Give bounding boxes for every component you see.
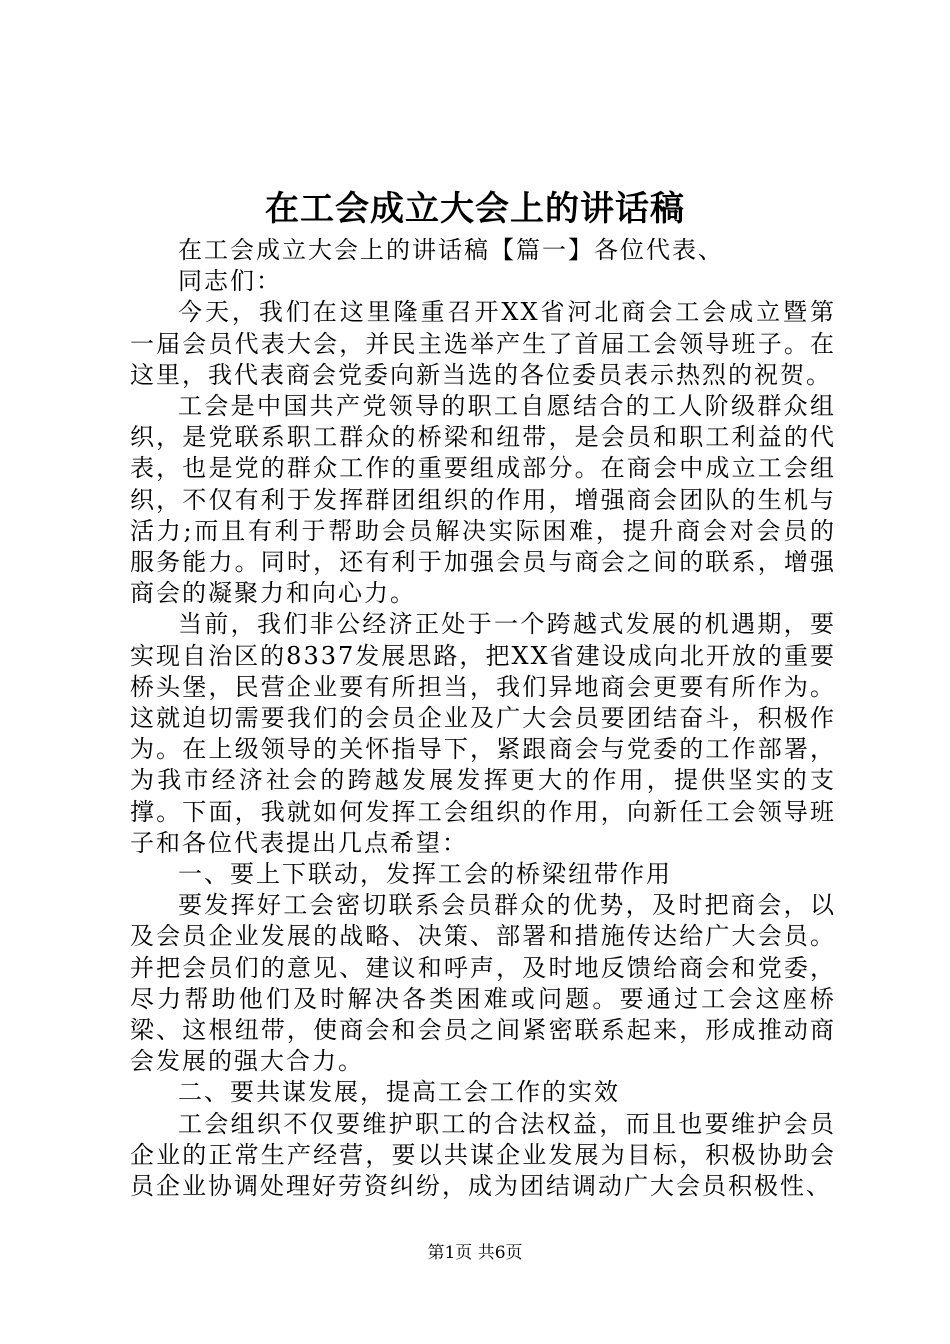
paragraph-section-1: 要发挥好工会密切联系会员群众的优势，及时把商会，以及会员企业发展的战略、决策、部署和措施传达给广大会员。并把会员们的意见、建议和呼声，及时地反馈给商会和党委，尽力帮助他们及时解决各类困难或问题。要通过工会这座桥梁、这根纽带，使商会和会员之间紧密联系起来，形成推动商会发展的强大合力。 bbox=[130, 891, 836, 1076]
section-heading-2: 二、要共谋发展，提高工会工作的实效 bbox=[178, 1078, 620, 1107]
section-heading-1: 一、要上下联动，发挥工会的桥梁纽带作用 bbox=[178, 860, 672, 889]
paragraph-current-situation: 当前，我们非公经济正处于一个跨越式发展的机遇期，要实现自治区的8337发展思路，把XX省建设成向北开放的重要桥头堡，民营企业要有所担当，我们异地商会更要有所作为。这就迫切需要我们的会员企业及广大会员要团结奋斗，积极作为。在上级领导的关怀指导下，紧跟商会与党委的工作部署，为我市经济社会的跨越发展发挥更大的作用，提供坚实的支撑。下面，我就如何发挥工会组织的作用，向新任工会领导班子和各位代表提出几点希望： bbox=[130, 610, 836, 857]
page-number-footer: 第1页 共6页 bbox=[427, 1243, 523, 1263]
document-body bbox=[130, 235, 836, 1202]
paragraph-union-role: 工会是中国共产党领导的职工自愿结合的工人阶级群众组织，是党联系职工群众的桥梁和纽带，是会员和职工利益的代表，也是党的群众工作的重要组成部分。在商会中成立工会组织，不仅有利于发挥群团组织的作用，增强商会团队的生机与活力;而且有利于帮助会员解决实际困难，提升商会对会员的服务能力。同时，还有利于加强会员与商会之间的联系，增强商会的凝聚力和向心力。 bbox=[130, 392, 836, 608]
document-title: 在工会成立大会上的讲话稿 bbox=[265, 189, 685, 229]
paragraph-opening: 今天，我们在这里隆重召开XX省河北商会工会成立暨第一届会员代表大会，并民主选举产生了首届工会领导班子。在这里，我代表商会党委向新当选的各位委员表示热烈的祝贺。 bbox=[130, 298, 836, 389]
paragraph-heading-line: 在工会成立大会上的讲话稿【篇一】各位代表、 bbox=[178, 236, 724, 264]
paragraph-section-2: 工会组织不仅要维护职工的合法权益，而且也要维护会员企业的正常生产经营，要以共谋企业发展为目标，积极协助会员企业协调处理好劳资纠纷，成为团结调动广大会员积极性、 bbox=[130, 1109, 836, 1201]
paragraph-salutation: 同志们： bbox=[178, 267, 282, 296]
